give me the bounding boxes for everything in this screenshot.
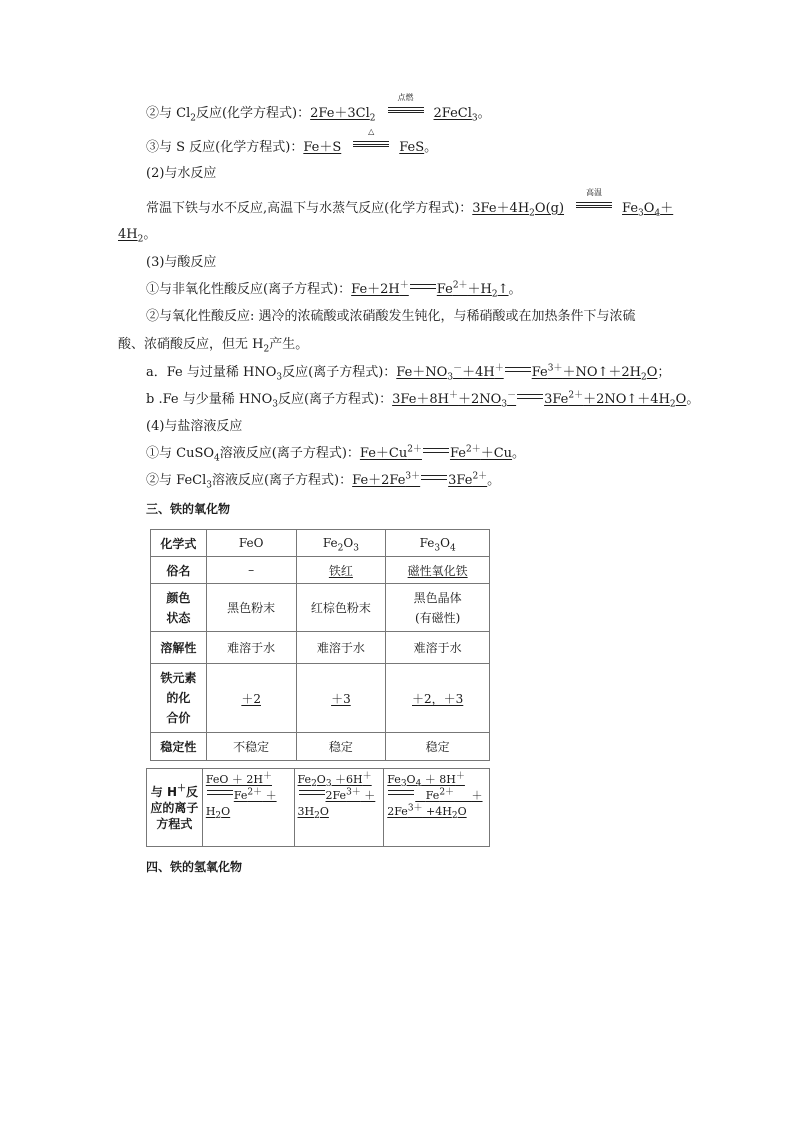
t: Fe bbox=[425, 789, 440, 802]
t: 的化 bbox=[166, 691, 191, 705]
t: 磁性氧化铁 bbox=[407, 563, 468, 578]
ion-equations-table bbox=[146, 768, 490, 847]
t: ＋4H bbox=[462, 365, 495, 380]
equal-sign bbox=[207, 790, 233, 795]
row-label bbox=[151, 664, 207, 733]
t: a．Fe 与过量稀 HNO bbox=[146, 365, 277, 380]
eq-cont bbox=[118, 227, 144, 245]
superscript: － bbox=[453, 363, 463, 374]
cell bbox=[386, 664, 490, 733]
line-acid-a bbox=[146, 364, 670, 382]
line-water-reaction bbox=[146, 188, 674, 219]
salt-title: (4)与盐溶液反应 bbox=[146, 419, 243, 434]
subscript: 3 bbox=[400, 779, 407, 790]
cell bbox=[384, 769, 490, 847]
t: ＋ 8H bbox=[421, 773, 456, 786]
t: ＋2，＋3 bbox=[412, 691, 464, 706]
t: FeO ＋ 2H bbox=[205, 773, 263, 786]
punct: 。 bbox=[424, 140, 438, 155]
t: 铁红 bbox=[328, 563, 353, 578]
row-label: 稳定性 bbox=[151, 733, 207, 761]
subscript: 2 bbox=[314, 811, 320, 822]
punct: 。 bbox=[487, 473, 501, 488]
t: ＋2 bbox=[241, 691, 261, 706]
table-row bbox=[151, 733, 490, 761]
subscript: 4 bbox=[654, 208, 661, 219]
t: Fe bbox=[531, 365, 548, 380]
subscript: 3 bbox=[353, 543, 359, 554]
superscript: 3＋ bbox=[407, 803, 423, 814]
t: Fe bbox=[322, 536, 338, 550]
equal-sign bbox=[388, 112, 424, 113]
t: 颜色 bbox=[166, 590, 191, 605]
superscript: 2＋ bbox=[247, 787, 263, 798]
row-label: 溶解性 bbox=[151, 632, 207, 664]
t: H bbox=[205, 805, 216, 818]
cell: 难溶于水 bbox=[386, 632, 490, 664]
t: 与 H bbox=[150, 784, 177, 799]
subscript: 3 bbox=[276, 372, 283, 383]
punct: 。 bbox=[686, 392, 700, 407]
t: 溶液反应(离子方程式)： bbox=[211, 473, 353, 488]
t: ＋ bbox=[660, 201, 674, 216]
cell: FeO bbox=[206, 530, 296, 557]
t: 3H bbox=[297, 805, 315, 818]
cell: – bbox=[206, 557, 296, 584]
eq-right: FeS bbox=[399, 140, 425, 155]
subscript: 2 bbox=[641, 372, 647, 383]
t: ＋NO↑＋2H bbox=[562, 365, 641, 380]
t: 2Fe bbox=[325, 789, 347, 802]
equation bbox=[310, 106, 376, 124]
t: 3Fe＋8H bbox=[392, 392, 450, 407]
t: ＋2NO bbox=[458, 392, 502, 407]
cell bbox=[296, 557, 386, 584]
t: 反应(离子方程式)： bbox=[277, 392, 393, 407]
t: 合价 bbox=[166, 711, 191, 725]
equal-sign bbox=[353, 141, 389, 145]
cell bbox=[206, 664, 296, 733]
equal-sign bbox=[410, 284, 436, 289]
section3-title: 三、铁的氧化物 bbox=[146, 502, 231, 516]
line-acid2: ②与氧化性酸反应: 遇冷的浓硫酸或浓硝酸发生钝化，与稀硝酸或在加热条件下与浓硫 bbox=[146, 309, 636, 324]
t: ＋ bbox=[471, 789, 483, 802]
section4-title: 四、铁的氢氧化物 bbox=[146, 860, 243, 874]
cell: 难溶于水 bbox=[296, 632, 386, 664]
eq-left: 2Fe＋3Cl bbox=[310, 106, 370, 121]
cell bbox=[294, 769, 384, 847]
reaction-condition bbox=[574, 188, 614, 214]
equal-sign bbox=[388, 107, 424, 111]
cell: 难溶于水 bbox=[206, 632, 296, 664]
t bbox=[206, 772, 291, 788]
subscript: 2 bbox=[337, 543, 344, 554]
t: O bbox=[646, 365, 658, 380]
cell: 红棕色粉末 bbox=[296, 584, 386, 632]
t bbox=[298, 772, 381, 788]
subscript: 4 bbox=[214, 453, 220, 464]
t: b .Fe 与少量稀 HNO bbox=[146, 392, 273, 407]
equal-sign bbox=[576, 202, 612, 206]
equation bbox=[352, 473, 487, 488]
t: Fe bbox=[233, 789, 248, 802]
t: Fe＋Cu bbox=[359, 446, 408, 461]
t: O(g) bbox=[534, 201, 565, 216]
equation-right bbox=[433, 106, 478, 124]
t: 产生。 bbox=[269, 337, 309, 352]
t: 3Fe＋4H bbox=[472, 201, 530, 216]
cell bbox=[202, 769, 294, 847]
line-acid-b bbox=[146, 391, 699, 409]
condition-label: △ bbox=[368, 127, 375, 136]
text: ①与非氧化性酸反应(离子方程式)： bbox=[146, 282, 352, 297]
equal-sign bbox=[421, 475, 447, 480]
subscript: 3 bbox=[501, 399, 508, 410]
table-row bbox=[151, 632, 490, 664]
punct: 。 bbox=[477, 106, 491, 121]
subscript: 2 bbox=[491, 289, 498, 300]
subscript: 2 bbox=[451, 811, 458, 822]
cell: 黑色粉末 bbox=[206, 584, 296, 632]
punct: 。 bbox=[508, 282, 522, 297]
eq-left bbox=[472, 201, 565, 219]
t: 3Fe bbox=[448, 473, 473, 488]
acid-title: (3)与酸反应 bbox=[146, 255, 217, 270]
equal-sign bbox=[505, 367, 531, 372]
superscript: － bbox=[507, 390, 517, 401]
line-salt1 bbox=[146, 445, 525, 463]
subscript: 3 bbox=[638, 208, 644, 219]
t: 状态 bbox=[166, 610, 191, 625]
t: 3Fe bbox=[544, 392, 569, 407]
equal-sign bbox=[576, 207, 612, 208]
cell: 不稳定 bbox=[206, 733, 296, 761]
equal-sign bbox=[517, 394, 543, 399]
t: 反应(离子方程式)： bbox=[282, 365, 397, 380]
punct: 。 bbox=[512, 446, 526, 461]
t: O bbox=[440, 536, 450, 550]
cell bbox=[386, 530, 490, 557]
t bbox=[387, 772, 486, 788]
t: O bbox=[316, 773, 326, 786]
superscript: 2＋ bbox=[472, 471, 488, 482]
t: Fe bbox=[622, 201, 639, 216]
cell: 稳定 bbox=[386, 733, 490, 761]
subscript: 2 bbox=[263, 344, 270, 355]
t bbox=[298, 788, 381, 804]
condition-label: 高温 bbox=[586, 188, 603, 197]
equation bbox=[392, 390, 687, 410]
superscript: ＋ bbox=[399, 280, 409, 291]
equal-sign bbox=[299, 790, 325, 795]
t: Fe bbox=[419, 536, 435, 550]
t: O bbox=[406, 773, 416, 786]
eq-right bbox=[622, 201, 674, 219]
t: 酸、浓硝酸反应，但无 H bbox=[118, 337, 264, 352]
t: O bbox=[457, 805, 467, 818]
t: Fe bbox=[449, 446, 466, 461]
t: ＋ bbox=[360, 789, 376, 802]
superscript: 2＋ bbox=[452, 280, 468, 291]
t: ＋H bbox=[467, 282, 492, 297]
superscript: ＋ bbox=[449, 390, 459, 401]
subscript: 2 bbox=[529, 208, 535, 219]
text: 常温下铁与水不反应,高温下与水蒸气反应(化学方程式)： bbox=[146, 201, 473, 216]
equation bbox=[360, 446, 512, 461]
subscript: 2 bbox=[190, 113, 196, 124]
t bbox=[150, 784, 199, 800]
equal-sign bbox=[353, 146, 389, 147]
superscript: ＋ bbox=[494, 363, 504, 374]
subscript: 3 bbox=[325, 779, 332, 790]
line-acid1 bbox=[146, 281, 522, 299]
superscript: 2＋ bbox=[568, 390, 584, 401]
t: Fe＋NO bbox=[396, 365, 448, 380]
t bbox=[206, 788, 291, 804]
superscript: ＋ bbox=[262, 771, 272, 782]
t bbox=[206, 804, 291, 820]
eq-left: Fe＋S bbox=[303, 140, 342, 155]
row-label: 化学式 bbox=[151, 530, 207, 557]
t: 铁元素 bbox=[160, 671, 197, 685]
table-row bbox=[151, 530, 490, 557]
t: Fe bbox=[387, 773, 401, 786]
line-water-cont bbox=[118, 226, 156, 244]
subscript: 3 bbox=[434, 543, 441, 554]
t bbox=[298, 804, 381, 820]
line-acid2-cont bbox=[118, 336, 308, 354]
subscript: 4 bbox=[415, 779, 422, 790]
eq-right: 2FeCl bbox=[433, 106, 472, 121]
t: O bbox=[319, 805, 329, 818]
text: 反应(化学方程式)： bbox=[195, 106, 311, 121]
t: ＋3 bbox=[331, 691, 351, 706]
t: 方程式 bbox=[156, 816, 193, 831]
cell bbox=[386, 557, 490, 584]
t: 2Fe bbox=[387, 805, 408, 818]
t: Fe bbox=[436, 282, 453, 297]
text: ②与 Cl bbox=[146, 106, 191, 121]
superscript: 3＋ bbox=[547, 363, 563, 374]
t: ＋2NO↑＋4H bbox=[583, 392, 670, 407]
text: ③与 S 反应(化学方程式)： bbox=[146, 140, 304, 155]
t: 应的离子 bbox=[150, 800, 199, 815]
superscript: ＋ bbox=[455, 771, 465, 782]
table-row bbox=[151, 584, 490, 632]
row-label bbox=[151, 584, 207, 632]
superscript: 2＋ bbox=[407, 444, 422, 455]
subscript: 3 bbox=[206, 480, 212, 491]
superscript: 2＋ bbox=[465, 444, 481, 455]
subscript: 3 bbox=[272, 399, 278, 410]
table-row bbox=[151, 664, 490, 733]
t: 反 bbox=[186, 784, 199, 799]
equation bbox=[351, 280, 509, 300]
table-row bbox=[151, 557, 490, 584]
subscript: 3 bbox=[471, 113, 478, 124]
t: ＋Cu bbox=[480, 446, 513, 461]
t: 溶液反应(离子方程式)： bbox=[219, 446, 360, 461]
subscript: 2 bbox=[215, 811, 222, 822]
superscript: 3＋ bbox=[405, 471, 421, 482]
t bbox=[387, 788, 486, 804]
iron-oxides-table bbox=[150, 529, 490, 761]
t: (有磁性) bbox=[414, 610, 461, 625]
t: O bbox=[221, 805, 231, 818]
t: 黑色晶体 bbox=[413, 590, 462, 605]
line-salt2 bbox=[146, 472, 500, 490]
gas-arrow: ↑ bbox=[497, 282, 509, 297]
t: O bbox=[343, 536, 354, 550]
punct: 。 bbox=[143, 227, 157, 242]
superscript: 2＋ bbox=[439, 787, 455, 798]
line-s-reaction bbox=[146, 127, 438, 157]
equation bbox=[396, 363, 658, 383]
equal-sign bbox=[388, 790, 414, 795]
cell bbox=[296, 530, 386, 557]
t: Fe＋2Fe bbox=[352, 473, 406, 488]
condition-label: 点燃 bbox=[397, 93, 414, 102]
equal-sign bbox=[423, 448, 449, 453]
superscript: 3＋ bbox=[346, 787, 361, 798]
t bbox=[387, 804, 486, 820]
superscript: ＋ bbox=[177, 783, 187, 794]
t: ＋ bbox=[262, 789, 277, 802]
table-row bbox=[147, 769, 490, 847]
subscript: 4 bbox=[449, 543, 456, 554]
t: ②与 FeCl bbox=[146, 473, 207, 488]
row-label: 俗名 bbox=[151, 557, 207, 584]
t: O bbox=[643, 201, 655, 216]
punct: ； bbox=[657, 365, 671, 380]
t: O bbox=[675, 392, 687, 407]
cell bbox=[296, 664, 386, 733]
t: 4H bbox=[118, 227, 138, 242]
subscript: 2 bbox=[369, 113, 376, 124]
subscript: 2 bbox=[137, 234, 144, 245]
t: +4H bbox=[422, 805, 452, 818]
reaction-condition bbox=[351, 127, 391, 153]
water-title: (2)与水反应 bbox=[146, 166, 217, 181]
superscript: ＋ bbox=[362, 771, 372, 782]
t: Fe＋2H bbox=[351, 282, 400, 297]
t: Fe bbox=[297, 773, 312, 786]
t: ①与 CuSO bbox=[146, 446, 215, 461]
subscript: 2 bbox=[669, 399, 676, 410]
line-cl2-reaction bbox=[146, 93, 491, 124]
cell: 稳定 bbox=[296, 733, 386, 761]
subscript: 3 bbox=[447, 372, 454, 383]
row-label bbox=[147, 769, 203, 847]
t: ＋6H bbox=[331, 773, 363, 786]
cell bbox=[386, 584, 490, 632]
reaction-condition bbox=[386, 93, 426, 119]
subscript: 2 bbox=[311, 779, 317, 790]
